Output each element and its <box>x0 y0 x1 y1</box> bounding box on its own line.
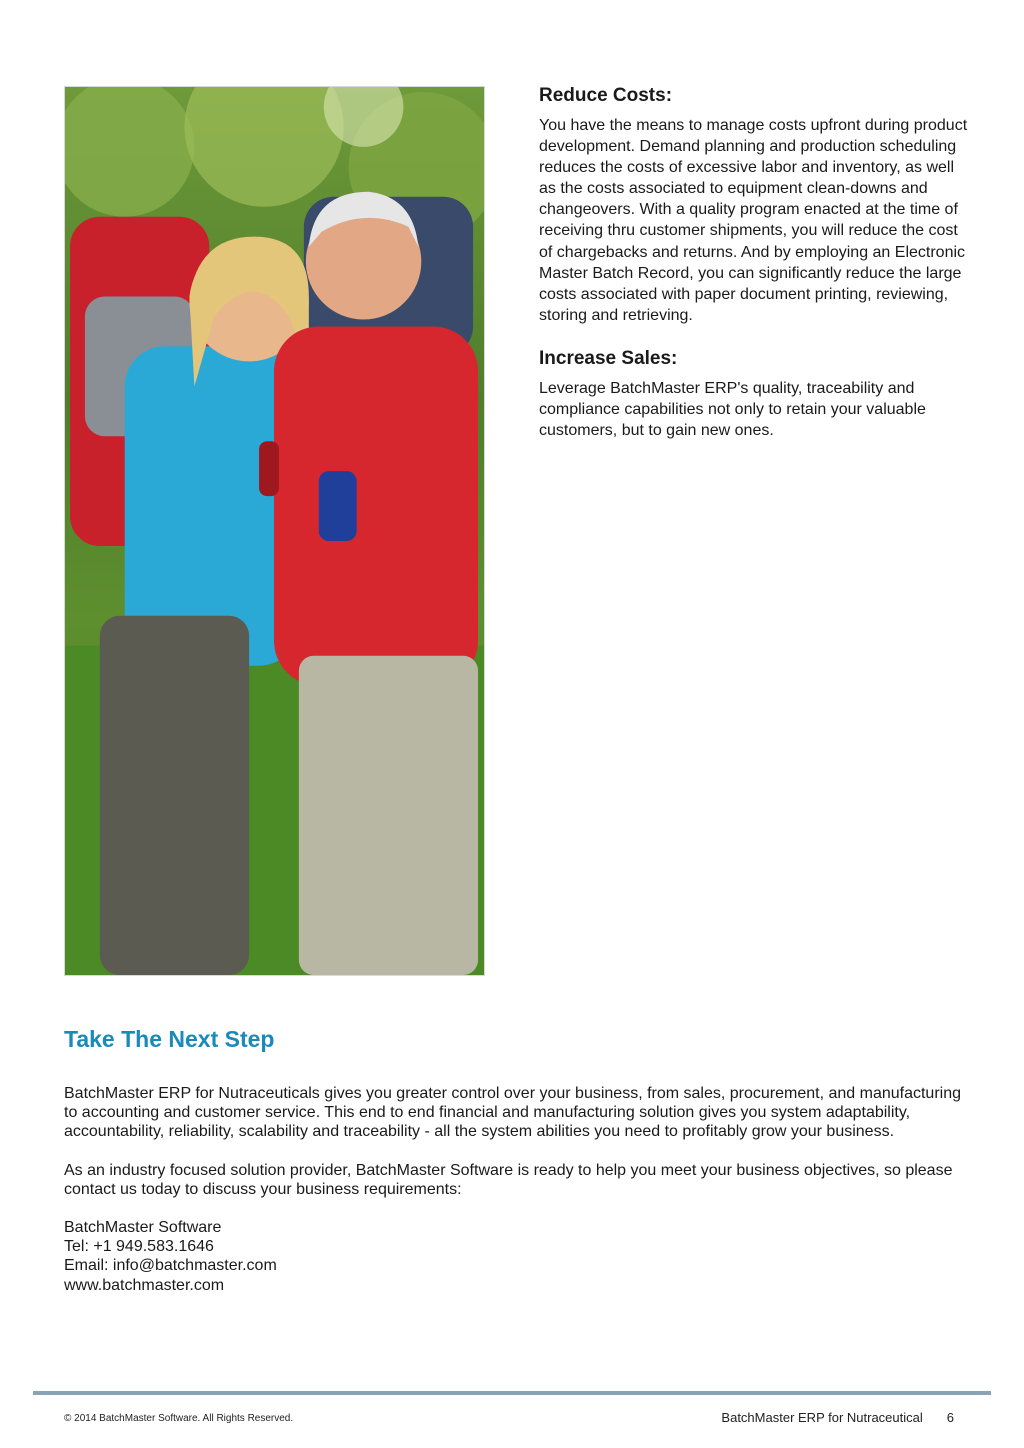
next-step-title: Take The Next Step <box>64 1026 275 1052</box>
hikers-photo <box>64 86 485 976</box>
increase-sales-section <box>539 347 969 441</box>
benefits-column <box>539 84 969 462</box>
contact-block <box>64 1218 964 1295</box>
footer-right <box>721 1410 954 1425</box>
next-step-paragraph-2: As an industry focused solution provider, BatchMaster Software is ready to help you meet your business objectives, so please contact us today to discuss your business requirements: <box>64 1161 953 1198</box>
contact-tel: Tel: +1 949.583.1646 <box>64 1238 214 1256</box>
contact-company: BatchMaster Software <box>64 1219 222 1237</box>
increase-sales-heading: Increase Sales: <box>539 347 678 369</box>
contact-email: Email: info@batchmaster.com <box>64 1257 277 1275</box>
reduce-costs-heading: Reduce Costs: <box>539 85 673 106</box>
reduce-costs-body: You have the means to manage costs upfront during product development. Demand planning and production scheduling reduces the costs of excessive labor and inventory, as well as the costs associated to equipment clean-downs and changeovers. With a quality program enacted at the time of receiving thru customer shipments, you will reduce the cost of chargebacks and returns. And by employing an Electronic Master Batch Record, you can significantly reduce the large costs associated with paper document printing, reviewing, storing and retrieving. <box>539 117 968 324</box>
increase-sales-body: Leverage BatchMaster ERP's quality, traceability and compliance capabilities not only to retain your valuable customers, but to gain new ones. <box>539 379 926 440</box>
footer-divider <box>33 1391 991 1395</box>
reduce-costs-section <box>539 84 969 326</box>
hikers-photo-illustration <box>65 87 484 975</box>
contact-website: www.batchmaster.com <box>64 1276 225 1294</box>
footer-doc-title: BatchMaster ERP for Nutraceutical <box>721 1410 923 1425</box>
next-step-paragraph-1: BatchMaster ERP for Nutraceuticals gives you greater control over your business, from sales, procurement, and manufacturing to accounting and customer service. This end to end financial and manufacturing solution gives you system adaptability, accountability, reliability, scalability and traceability - all the system abilities you need to profitably grow your business. <box>64 1085 962 1141</box>
next-step-body <box>64 1084 964 1295</box>
page-number: 6 <box>946 1410 954 1425</box>
footer-copyright: © 2014 BatchMaster Software. All Rights Reserved. <box>64 1413 294 1424</box>
